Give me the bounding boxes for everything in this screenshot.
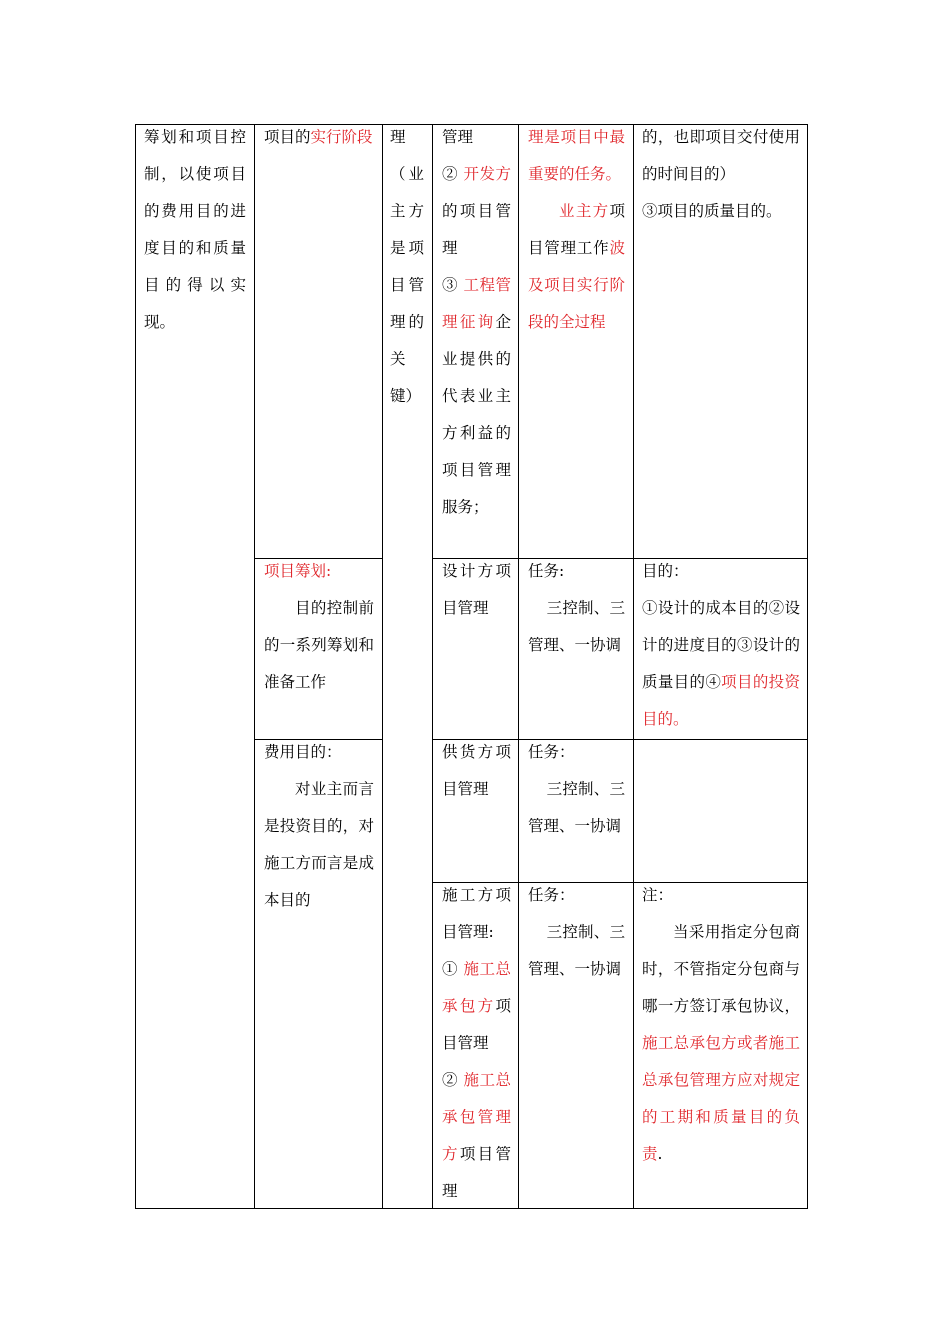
col6-row2-title: 目的： bbox=[642, 562, 689, 580]
col6-row4-highlight: 施工总承包方或者施工总承包管理方应对规定的工期和质量目的负责 bbox=[642, 1034, 800, 1163]
col6-row2-text: ①设计的成本目的②设计的进度目的③设计的质量目的④ bbox=[642, 599, 800, 691]
col5-row4-title: 任务： bbox=[528, 886, 575, 904]
col2-row1-highlight: 实行阶段 bbox=[310, 128, 373, 146]
item-number: ③ bbox=[442, 276, 464, 294]
col-divider-3 bbox=[432, 124, 433, 1209]
col4-row1-item3 bbox=[442, 267, 511, 526]
col5-row4-body: 三控制、三管理、一协调 bbox=[528, 923, 625, 978]
col4-row1-item3-highlight: 工程管理征询 bbox=[442, 276, 511, 331]
col-divider-1 bbox=[254, 124, 255, 1209]
col4-row4-item1 bbox=[442, 951, 511, 1062]
col6-row4-title: 注： bbox=[642, 886, 674, 904]
col5-row1-highlight2: 业主方 bbox=[559, 202, 610, 220]
col5-row3-body: 三控制、三管理、一协调 bbox=[528, 780, 625, 835]
col5-row2-title: 任务: bbox=[528, 562, 565, 580]
table-border-right bbox=[807, 124, 808, 1209]
col4-row1-line1: 管理 bbox=[442, 128, 474, 146]
col4-row1-item2-rest: 的项目管理 bbox=[442, 202, 511, 257]
col2-row1-text: 项目的 bbox=[264, 128, 311, 146]
item-number: ② bbox=[442, 1071, 464, 1089]
col4-row1-item2-highlight: 开发方 bbox=[463, 165, 511, 183]
col-divider-5 bbox=[633, 124, 634, 1209]
cell-col2-row2 bbox=[264, 553, 374, 701]
cell-col6-row2 bbox=[642, 553, 800, 738]
col6-row1-text: 的，也即项目交付使用的时间目的） bbox=[642, 128, 800, 183]
cell-col5-row4 bbox=[528, 877, 625, 988]
col6-row2-highlight: 项目的投资目的。 bbox=[642, 673, 800, 728]
col4-row1-item2 bbox=[442, 156, 511, 267]
col4-row4-item1-highlight: 施工总承包方 bbox=[442, 960, 511, 1015]
cell-col1 bbox=[144, 119, 246, 341]
cell-col4-row2 bbox=[442, 553, 511, 627]
cell-col4-row4 bbox=[442, 877, 511, 1210]
col4-row4-item1-rest: 项目管理 bbox=[442, 997, 511, 1052]
cell-col4-row3 bbox=[442, 734, 511, 808]
col4-row4-item2 bbox=[442, 1062, 511, 1210]
item-number: ① bbox=[442, 960, 464, 978]
cell-col5-row3 bbox=[528, 734, 625, 845]
col5-row1-highlight3: 波及项目实行阶段的全过程 bbox=[528, 239, 625, 331]
item-number: ② bbox=[442, 165, 464, 183]
col5-row1-mid: 项目管理工作 bbox=[528, 202, 625, 257]
col5-row1-highlight1: 理是项目中最重要的任务。 bbox=[528, 128, 625, 183]
col4-row3-text: 供货方项目管理 bbox=[442, 743, 511, 798]
col4-row2-text: 设计方项目管理 bbox=[442, 562, 511, 617]
cell-col2-row1 bbox=[264, 119, 374, 156]
col2-row2-title: 项目筹划: bbox=[264, 562, 332, 580]
cell-col6-row4 bbox=[642, 877, 800, 1173]
cell-col6-row1 bbox=[642, 119, 800, 230]
col6-row4-body bbox=[642, 914, 800, 1173]
col2-row2-body: 目的控制前的一系列筹划和准备工作 bbox=[264, 599, 374, 691]
col5-row2-body: 三控制、三管理、一协调 bbox=[528, 599, 625, 654]
cell-col3 bbox=[390, 119, 424, 415]
col4-row1-item3-rest: 企业提供的代表业主方利益的项目管理服务； bbox=[442, 313, 511, 516]
col6-row1-item3: ③项目的质量目的。 bbox=[642, 202, 782, 220]
col6-row4-end: . bbox=[657, 1145, 663, 1163]
col-divider-2 bbox=[382, 124, 383, 1209]
table-border-left bbox=[135, 124, 136, 1209]
col-divider-4 bbox=[518, 124, 519, 1209]
col2-row3-body: 对业主而言是投资目的，对施工方而言是成本目的 bbox=[264, 780, 374, 909]
col4-row4-item2-highlight: 施工总承包管理方 bbox=[442, 1071, 511, 1163]
cell-col5-row1 bbox=[528, 119, 625, 341]
col4-row4-item2-rest: 项目管理 bbox=[442, 1145, 511, 1200]
col1-text: 筹划和项目控制，以使项目的费用目的进度目的和质量目的得以实现。 bbox=[144, 128, 246, 331]
cell-col2-row3 bbox=[264, 734, 374, 919]
col3-text: 理（业主方是项目管理的关键） bbox=[390, 128, 424, 405]
col4-row4-line1: 施工方项目管理: bbox=[442, 886, 511, 941]
col2-row3-title: 费用目的： bbox=[264, 743, 342, 761]
col6-row4-text: 当采用指定分包商时，不管指定分包商与哪一方签订承包协议， bbox=[642, 923, 800, 1015]
col6-row2-body bbox=[642, 590, 800, 738]
cell-col4-row1 bbox=[442, 119, 511, 526]
col5-row1-para2 bbox=[528, 193, 625, 341]
cell-col5-row2 bbox=[528, 553, 625, 664]
col5-row3-title: 任务： bbox=[528, 743, 575, 761]
